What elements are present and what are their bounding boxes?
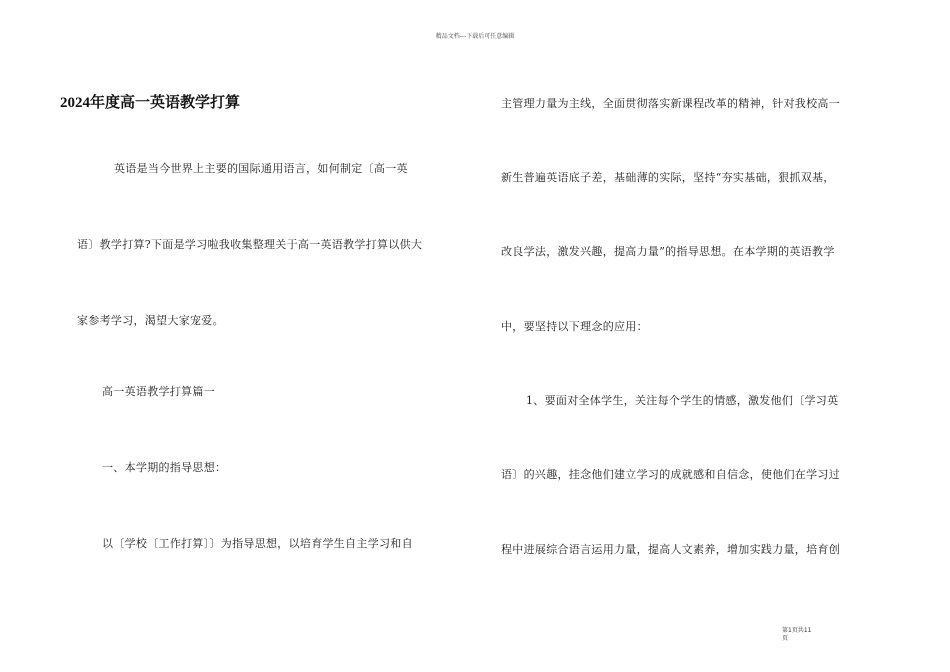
- left-paragraph-line: 语〕教学打算?下面是学习啦我收集整理关于高一英语教学打算以供大: [77, 238, 423, 251]
- page-number-suffix: 页: [782, 635, 789, 642]
- left-paragraph-line: 英语是当今世界上主要的国际通用语言，如何制定〔高一英: [114, 162, 408, 175]
- right-paragraph-line: 新生普遍英语底子差，基础薄的实际，坚持“夯实基础，狠抓双基，: [501, 171, 835, 184]
- right-paragraph-line: 主管理力量为主线，全面贯彻落实新课程改革的精神，针对我校高一: [501, 97, 840, 110]
- section-heading: 高一英语教学打算篇一: [102, 385, 215, 398]
- left-paragraph-line: 以〔学校〔工作打算〕〕为指导思想，以培育学生自主学习和自: [102, 537, 413, 550]
- right-paragraph-line: 程中进展综合语言运用力量，提高人文素养，增加实践力量，培育创: [501, 543, 840, 556]
- page-number-label: 第1页共11: [782, 627, 812, 634]
- right-paragraph-line: 语〕的兴趣，挂念他们建立学习的成就感和自信念，使他们在学习过: [501, 468, 840, 481]
- left-paragraph-line: 家参考学习，渴望大家宠爱。: [77, 314, 224, 327]
- right-paragraph-line: 1、要面对全体学生，关注每个学生的情感，激发他们〔学习英: [526, 394, 839, 407]
- document-title: 2024年度高一英语教学打算: [60, 95, 241, 111]
- subsection-heading: 一、本学期的指导思想：: [102, 461, 227, 474]
- right-paragraph-line: 改良学法，激发兴趣，提高力量”的指导思想。在本学期的英语教学: [501, 245, 835, 258]
- page-number: [782, 627, 832, 643]
- right-paragraph-line: 中，要坚持以下理念的应用：: [501, 320, 648, 333]
- header-note: 精品文档---下载后可任意编辑: [435, 33, 515, 40]
